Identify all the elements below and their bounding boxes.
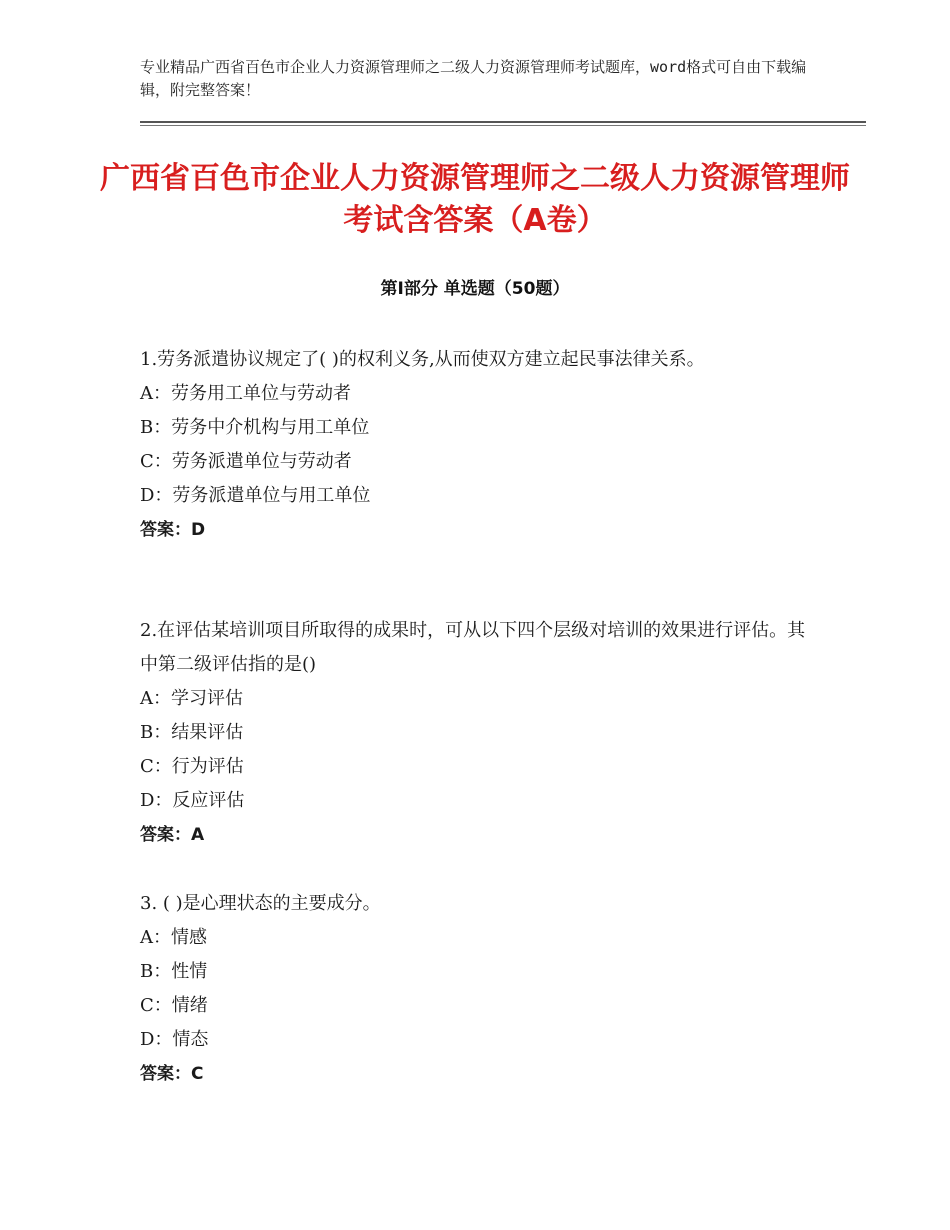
document-title: 广西省百色市企业人力资源管理师之二级人力资源管理师考试含答案（A卷） — [100, 161, 850, 238]
header-note: 专业精品广西省百色市企业人力资源管理师之二级人力资源管理师考试题库，word格式可自由下载编辑，附完整答案！ — [140, 58, 807, 99]
option-c: C：行为评估 — [140, 756, 244, 777]
question-stem: 1.劳务派遣协议规定了( )的权利义务,从而使双方建立起民事法律关系。 — [140, 349, 705, 370]
question-stem: 3. ( )是心理状态的主要成分。 — [140, 893, 381, 914]
header-divider — [140, 121, 866, 123]
option-d: D：反应评估 — [140, 790, 245, 811]
option-c: C：情绪 — [140, 995, 208, 1016]
option-d: D：劳务派遣单位与用工单位 — [140, 485, 371, 506]
answer: 答案：C — [140, 1064, 204, 1084]
header-divider-thin — [140, 125, 866, 126]
option-a: A：劳务用工单位与劳动者 — [140, 383, 351, 404]
section-title: 第Ⅰ部分 单选题（50题） — [380, 279, 570, 299]
question-stem: 2.在评估某培训项目所取得的成果时，可从以下四个层级对培训的效果进行评估。其中第二级评估指的是() — [140, 620, 806, 675]
option-d: D：情态 — [140, 1029, 209, 1050]
question-2 — [140, 614, 820, 852]
option-a: A：情感 — [140, 927, 207, 948]
option-a: A：学习评估 — [140, 688, 243, 709]
answer: 答案：A — [140, 825, 205, 845]
answer: 答案：D — [140, 520, 206, 540]
option-b: B：性情 — [140, 961, 208, 982]
question-1 — [140, 343, 820, 547]
question-3 — [140, 887, 820, 1091]
option-b: B：结果评估 — [140, 722, 244, 743]
option-c: C：劳务派遣单位与劳动者 — [140, 451, 352, 472]
option-b: B：劳务中介机构与用工单位 — [140, 417, 370, 438]
